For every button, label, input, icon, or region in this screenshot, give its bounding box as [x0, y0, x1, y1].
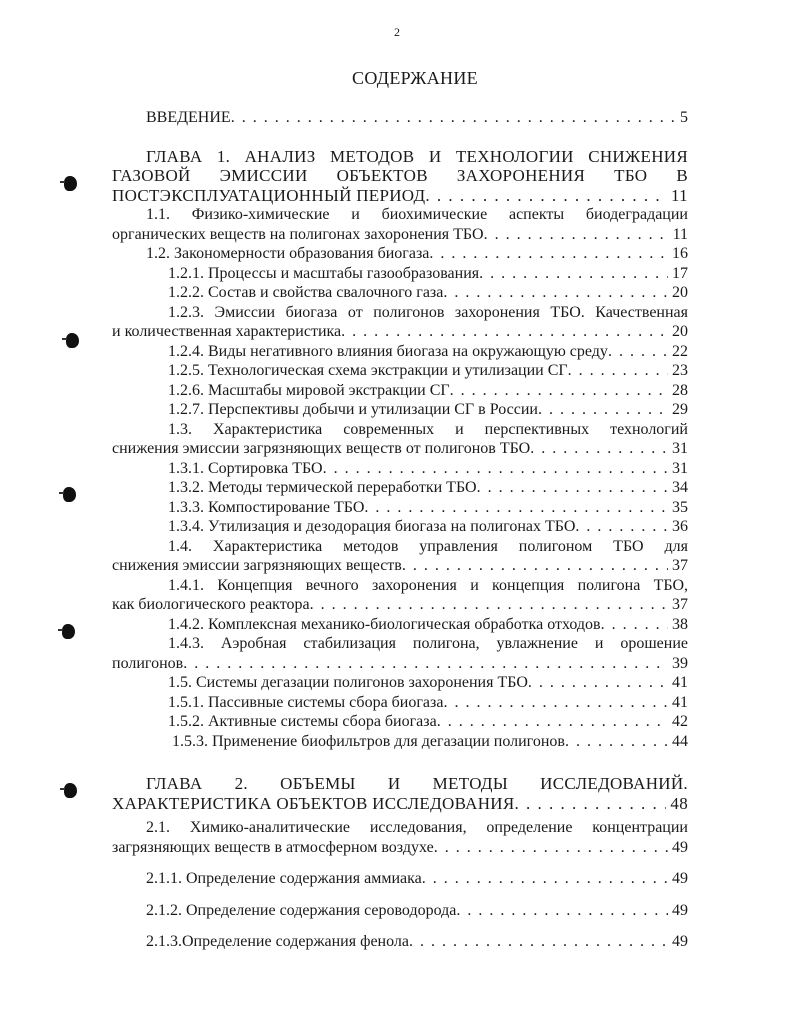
toc-entry-1-4-3[interactable]	[112, 634, 688, 673]
toc-entry-page: 34	[672, 479, 688, 496]
toc-entry-1-2-1[interactable]	[112, 264, 688, 284]
toc-entry-chapter-2[interactable]	[112, 774, 688, 813]
toc-entry-line: 1.4. Характеристика методов управления полигоном ТБО для	[168, 537, 688, 555]
toc-entry-page: 35	[672, 498, 688, 516]
toc-entry-title: 1.2.7. Перспективы добычи и утилизации СГ в России	[168, 401, 538, 418]
toc-entry-title: снижения эмиссии загрязняющих веществ от полигонов ТБО	[112, 440, 531, 457]
toc-entry-title: загрязняющих веществ в атмосферном воздухе	[112, 838, 434, 856]
page-number: 2	[394, 25, 400, 39]
toc-entry-title: 1.2. Закономерности образования биогаза	[146, 245, 430, 262]
toc-entry-title: 1.2.1. Процессы и масштабы газообразования	[168, 264, 480, 282]
toc-entry-1-1[interactable]	[112, 205, 688, 244]
toc-entry-page: 49	[672, 901, 688, 919]
toc-entry-line: 1.4.1. Концепция вечного захоронения и концепция полигона ТБО,	[168, 576, 688, 594]
toc-entry-1-4[interactable]	[112, 537, 688, 576]
toc-entry-title: 1.5.2. Активные системы сбора биогаза	[168, 713, 437, 730]
toc-entry-title: снижения эмиссии загрязняющих веществ	[112, 557, 402, 574]
scan-mark	[62, 624, 75, 639]
toc-entry-line: ГАЗОВОЙ ЭМИССИИ ОБЪЕКТОВ ЗАХОРОНЕНИЯ ТБО В	[112, 166, 688, 185]
toc-entry-1-5-2[interactable]	[112, 712, 688, 732]
toc-entry-1-5-1[interactable]	[112, 693, 688, 713]
toc-entry-page: 37	[672, 596, 688, 613]
toc-entry-line: 1.4.3. Аэробная стабилизация полигона, увлажнение и орошение	[168, 635, 688, 652]
toc-entry-line: 2.1. Химико-аналитические исследования, определение концентрации	[146, 819, 688, 836]
toc-entry-1-2[interactable]	[112, 244, 688, 264]
toc-entry-title: органических веществ на полигонах захоронения ТБО	[112, 225, 484, 243]
toc-entry-1-2-6[interactable]	[112, 381, 688, 401]
toc-entry-title: 1.3.1. Сортировка ТБО	[168, 459, 323, 477]
toc-entry-page: 41	[672, 693, 688, 711]
toc-entry-page: 36	[672, 518, 688, 535]
toc-entry-page: 29	[672, 401, 688, 418]
toc-entry-page: 11	[671, 185, 688, 205]
toc-entry-1-3-2[interactable]	[112, 478, 688, 498]
toc-entry-1-4-2[interactable]	[112, 615, 688, 635]
toc-entry-2-1-1[interactable]	[112, 869, 688, 889]
page-title: СОДЕРЖАНИЕ	[352, 68, 478, 88]
toc-entry-title: 1.3.2. Методы термической переработки ТБО	[168, 479, 477, 496]
toc-entry-title: 1.2.5. Технологическая схема экстракции и утилизации СГ	[168, 362, 568, 379]
toc-entry-page: 48	[670, 793, 688, 813]
toc-entry-page: 20	[672, 284, 688, 301]
toc-entry-2-1-3[interactable]	[112, 932, 688, 952]
toc-entry-chapter-1[interactable]	[112, 147, 688, 206]
toc-entry-1-5-3[interactable]	[112, 732, 688, 752]
toc-entry-title: 1.4.2. Комплексная механико-биологическая обработка отходов	[168, 615, 601, 633]
toc-entry-page: 42	[672, 713, 688, 730]
table-of-contents	[112, 108, 688, 952]
toc-entry-title: 2.1.3.Определение содержания фенола	[146, 933, 409, 950]
toc-entry-title: ХАРАКТЕРИСТИКА ОБЪЕКТОВ ИССЛЕДОВАНИЯ	[112, 793, 515, 813]
toc-entry-1-3[interactable]	[112, 420, 688, 459]
toc-entry-title: ВВЕДЕНИЕ	[146, 109, 231, 126]
scan-mark	[63, 487, 76, 502]
toc-entry-title: ПОСТЭКСПЛУАТАЦИОННЫЙ ПЕРИОД	[112, 185, 426, 205]
toc-entry-title: 1.5.1. Пассивные системы сбора биогаза	[168, 693, 444, 711]
toc-entry-page: 28	[672, 381, 688, 399]
toc-entry-page: 41	[672, 674, 688, 691]
toc-entry-title: 2.1.1. Определение содержания аммиака	[146, 870, 422, 887]
toc-entry-page: 5	[680, 109, 688, 126]
toc-entry-1-3-4[interactable]	[112, 517, 688, 537]
toc-entry-page: 38	[672, 615, 688, 633]
toc-entry-title: 1.5.3. Применение биофильтров для дегазации полигонов	[172, 732, 565, 750]
scan-mark	[64, 176, 77, 191]
toc-entry-title: 1.2.6. Масштабы мировой экстракции СГ	[168, 381, 450, 399]
toc-entry-page: 49	[672, 838, 688, 856]
toc-entry-title: 1.3.3. Компостирование ТБО	[168, 498, 365, 516]
toc-entry-page: 49	[672, 933, 688, 950]
toc-entry-title: как биологического реактора	[112, 596, 310, 613]
toc-entry-1-4-1[interactable]	[112, 576, 688, 615]
toc-entry-line: 1.2.3. Эмиссии биогаза от полигонов захоронения ТБО. Качественная	[168, 303, 688, 321]
toc-entry-title: 1.5. Системы дегазации полигонов захоронения ТБО	[168, 674, 528, 691]
toc-entry-title: 1.2.2. Состав и свойства свалочного газа	[168, 284, 444, 301]
scan-mark	[66, 333, 79, 348]
toc-entry-1-2-5[interactable]	[112, 361, 688, 381]
toc-entry-page: 44	[672, 732, 688, 750]
toc-entry-1-5[interactable]	[112, 673, 688, 693]
toc-entry-title: 1.2.4. Виды негативного влияния биогаза на окружающую среду	[168, 342, 608, 360]
toc-entry-1-2-4[interactable]	[112, 342, 688, 362]
toc-entry-page: 20	[672, 323, 688, 340]
toc-entry-page: 23	[672, 362, 688, 379]
toc-entry-line: ГЛАВА 2. ОБЪЕМЫ И МЕТОДЫ ИССЛЕДОВАНИЙ.	[146, 774, 688, 793]
toc-entry-2-1-2[interactable]	[112, 901, 688, 921]
toc-entry-title: 2.1.2. Определение содержания сероводорода	[146, 901, 457, 919]
toc-entry-1-2-3[interactable]	[112, 303, 688, 342]
toc-entry-1-2-2[interactable]	[112, 283, 688, 303]
toc-entry-page: 31	[672, 459, 688, 477]
toc-entry-line: ГЛАВА 1. АНАЛИЗ МЕТОДОВ И ТЕХНОЛОГИИ СНИЖЕНИЯ	[146, 146, 688, 166]
toc-entry-1-3-3[interactable]	[112, 498, 688, 518]
toc-entry-page: 11	[672, 225, 688, 243]
toc-entry-page: 39	[672, 654, 688, 672]
toc-entry-line: 1.3. Характеристика современных и перспективных технологий	[168, 420, 688, 438]
toc-entry-1-2-7[interactable]	[112, 400, 688, 420]
toc-entry-title: 1.3.4. Утилизация и дезодорация биогаза на полигонах ТБО	[168, 518, 576, 535]
toc-entry-page: 31	[672, 440, 688, 457]
toc-entry-introduction[interactable]	[112, 108, 688, 128]
toc-entry-page: 37	[672, 557, 688, 574]
toc-entry-title: и количественная характеристика	[112, 323, 342, 340]
scan-mark	[64, 783, 77, 798]
toc-entry-line: 1.1. Физико-химические и биохимические аспекты биодеградации	[146, 206, 688, 223]
toc-entry-2-1[interactable]	[112, 818, 688, 857]
toc-entry-page: 22	[672, 342, 688, 360]
toc-entry-title: полигонов	[112, 654, 184, 672]
toc-entry-page: 49	[672, 870, 688, 887]
toc-entry-1-3-1[interactable]	[112, 459, 688, 479]
toc-entry-page: 16	[672, 245, 688, 262]
toc-entry-page: 17	[672, 264, 688, 282]
